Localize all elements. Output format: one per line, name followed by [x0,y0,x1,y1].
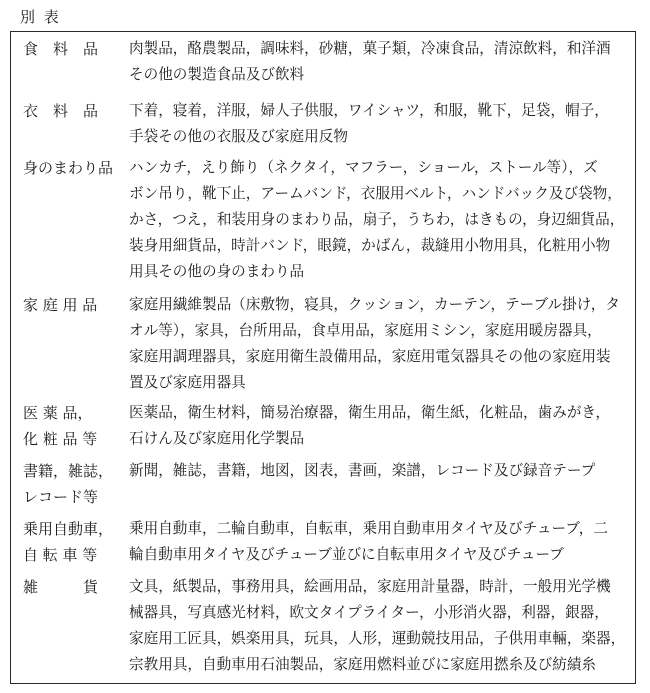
category-description [129,458,629,484]
description-line: 用具その他の身のまわり品 [129,263,305,280]
category-label [23,292,123,318]
category-label [23,458,123,510]
category-description [129,516,629,568]
description-line: 輪自動車用タイヤ及びチューブ並びに自転車用タイヤ及びチューブ [129,546,564,563]
category-description [129,98,629,150]
description-line: 文具，紙製品，事務用具，絵画用品，家庭用計量器，時計，一般用光学機 [129,578,611,595]
description-line: 装身用細貨品，時計バンド，眼鏡，かばん，裁縫用小物用具，化粧用小物 [129,237,611,254]
description-line: オル等），家具，台所用品，食卓用品，家庭用ミシン，家庭用暖房器具， [129,322,602,339]
document-title: 別 表 [20,8,61,26]
category-label [23,36,123,62]
category-description [129,574,629,678]
description-line: 新聞，雑誌，書籍，地図，図表，書画，楽譜，レコード及び録音テープ [129,462,596,479]
description-line: 家庭用調理器具，家庭用衛生設備用品，家庭用電気器具その他の家庭用装 [129,348,611,365]
category-text: 食 料 品 [23,40,99,58]
description-line: 置及び家庭用器具 [129,374,246,391]
category-description [129,400,629,452]
category-label [23,98,123,124]
category-text: 書籍，雑誌， [23,462,114,480]
description-line: 手袋その他の衣服及び家庭用反物 [129,128,348,145]
category-description [129,155,629,285]
category-text: 家 庭 用 品 [23,296,98,314]
category-text: 乗用自動車， [23,520,114,538]
description-line: 械器具，写真感光材料，欧文タイプライター，小形消火器，利器，銀器， [129,604,609,621]
description-line: かさ，つえ，和装用身のまわり品，扇子，うちわ，はきもの，身辺細貨品， [129,211,625,228]
category-description [129,36,629,88]
description-line: ハンカチ，えり飾り（ネクタイ，マフラー，ショール，ストール等），ズ [129,159,598,176]
category-label [23,400,123,452]
category-text: 衣 料 品 [23,102,99,120]
description-line: 肉製品，酪農製品，調味料，砂糖，菓子類，冷凍食品，清涼飲料，和洋酒 [129,40,611,57]
description-line: ボン吊り，靴下止，アームバンド，衣服用ベルト，ハンドバック及び袋物， [129,185,622,202]
description-line: 石けん及び家庭用化学製品 [129,430,305,447]
description-line: 宗教用具，自動車用石油製品，家庭用燃料並びに家庭用撚糸及び紡績糸 [129,656,597,673]
category-text: 雑 貨 [23,578,99,596]
description-line: 乗用自動車，二輪自動車，自転車，乗用自動車用タイヤ及びチューブ，二 [129,520,608,537]
category-text: 化 粧 品 等 [23,430,98,448]
category-text: レコード等 [23,488,99,506]
description-line: その他の製造食品及び飲料 [129,66,305,83]
description-line: 家庭用繊維製品（床敷物，寝具，クッション，カーテン，テーブル掛け，タ [129,296,620,313]
category-table [10,31,636,684]
description-line: 家庭用工匠具，娯楽用具，玩具，人形，運動競技用品，子供用車輛，楽器， [129,630,626,647]
description-line: 医薬品，衛生材料，簡易治療器，衛生用品，衛生紙，化粧品，歯みがき， [129,404,611,421]
category-label [23,155,123,181]
description-line: 下着，寝着，洋服，婦人子供服，ワイシャツ，和服，靴下，足袋，帽子， [129,102,609,119]
category-label [23,516,123,568]
category-text: 医 薬 品， [23,404,93,422]
category-text: 自 転 車 等 [23,546,98,564]
category-text: 身のまわり品 [23,159,114,177]
category-label [23,574,123,600]
category-description [129,292,629,396]
